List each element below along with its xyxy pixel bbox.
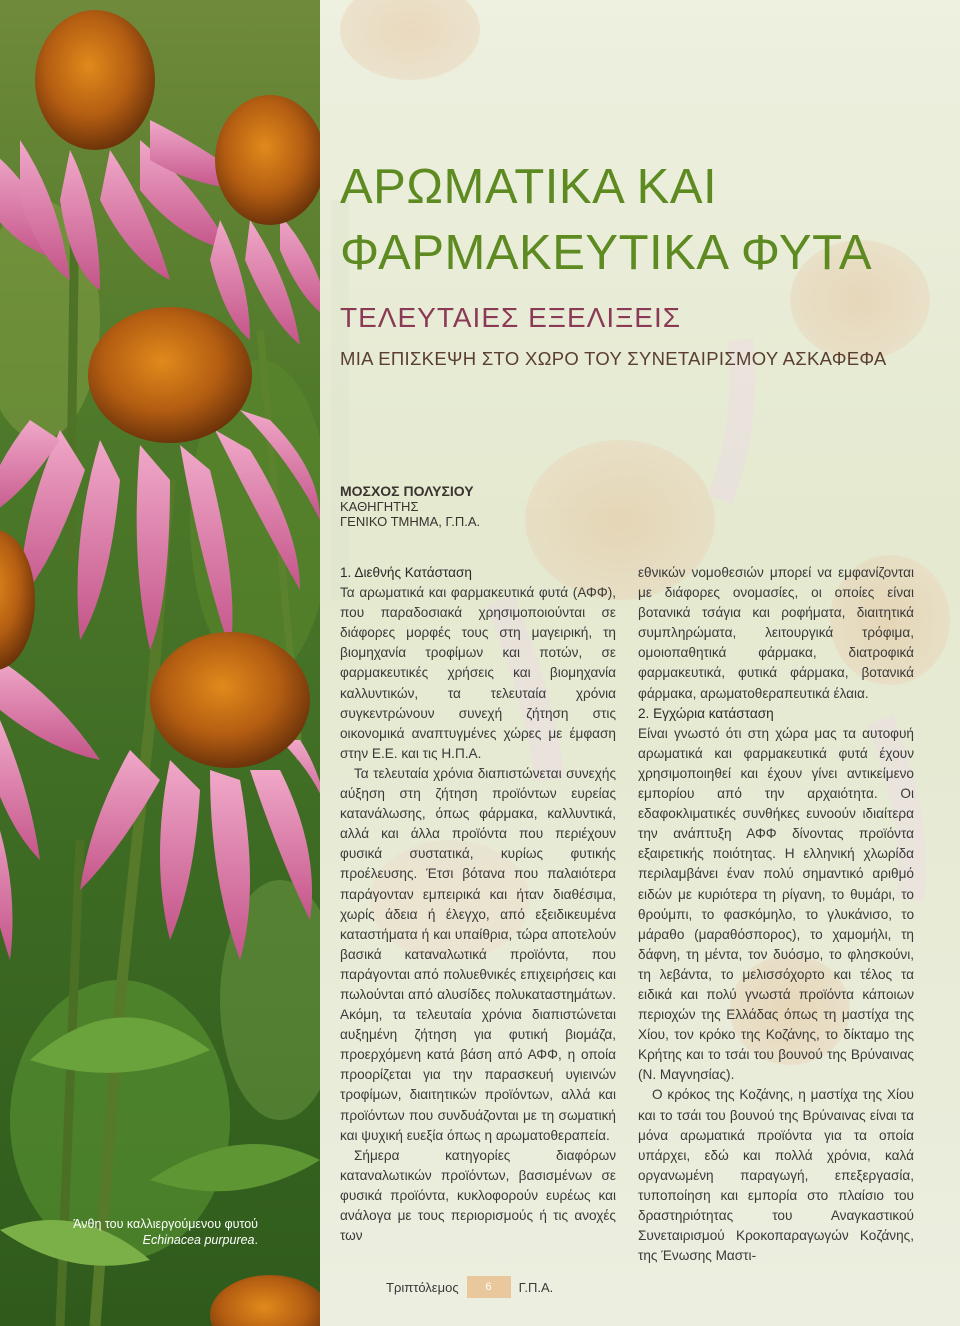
paragraph: Ο κρόκος της Κοζάνης, η μαστίχα της Χίου και το τσάι του βουνού της Βρύναινας είναι τα μόνα αρωματικά προϊόντα για τα οποία υπάρχει, εδώ και πολλά χρόνια, καλά οργανωμένη παραγωγή, επεξεργασία, τυποποίηση και εμπορία στο πλαίσιο του δραστηριότητας του Αναγκαστικού Συνεταιρισμού Κροκοπαραγωγών Κοζάνης, της Ένωσης Μαστι- (638, 1087, 914, 1264)
author-name: ΜΟΣΧΟΣ ΠΟΛΥΣΙΟΥ (340, 483, 474, 499)
publisher-name: Γ.Π.Α. (518, 1279, 554, 1295)
photo-caption (62, 1216, 258, 1248)
paragraph: Τα αρωματικά και φαρμακευτικά φυτά (ΑΦΦ), που παραδοσιακά χρησιμοποιούνται σε διάφορες μορφές τους στη μαγειρική, τη βιομηχανία τροφίμων και ποτών, σε φαρμακευτικές χρήσεις και βιομηχανία καλλυντικών, τα τελευταία χρόνια συγκεντρώνουν συνεχή ζήτηση στις οικονομικά αναπτυγμένες χώρες με έμφαση στην Ε.Ε. και τις Η.Π.Α. (340, 585, 616, 761)
caption-text: Άνθη του καλλιεργούμενου φυτού (73, 1217, 258, 1231)
caption-period: . (254, 1233, 258, 1247)
section-heading-2: 2. Εγχώρια κατάσταση (638, 705, 774, 721)
section-heading-1: 1. Διεθνής Κατάσταση (340, 565, 472, 580)
article-title (340, 154, 940, 286)
page-footer (386, 1276, 553, 1298)
author-block (340, 484, 480, 529)
paragraph: Είναι γνωστό ότι στη χώρα μας τα αυτοφυή αρωματικά και φαρμακευτικά φυτά έχουν χρησιμοποιηθεί και έχουν γίνει αντικείμενο εμπορίου από την αρχαιότητα. Οι εδαφοκλιματικές συνθήκες ευνοούν ιδιαίτερα την ανάπτυξη ΑΦΦ δίνοντας προϊόντα εξαιρετικής ποιότητας. Η ελληνική χλωρίδα περιλαμβάνει έναν πολύ σημαντικό αριθμό ειδών με κυριότερα τη ρίγανη, το θυμάρι, το θρούμπι, το φασκόμηλο, το γλυκάνισο, το μάραθο (μαραθόσπορος), το χαμομήλι, τη δάφνη, τη μέντα, τον δυόσμο, το φλησκούνι, τη λεβάντα, το μελισσόχορτο και τέλος τα ειδικά και πολύ γνωστά προϊόντα κάποιων περιοχών της Ελλάδας όπως τη μαστίχα της Χίου, τον κρόκο της Κοζάνης, το δίκταμο της Κρήτης και το τσάι του βουνού της Βρύναινας (Ν. Μαγνησίας). (638, 725, 914, 1083)
echinacea-photo (0, 0, 320, 1326)
author-role: ΚΑΘΗΓΗΤΗΣ (340, 499, 419, 514)
text-column-right (638, 563, 914, 1266)
paragraph: Τα τελευταία χρόνια διαπιστώνεται συνεχής αύξηση στη ζήτηση προϊόντων ευρείας κατανάλωσης, όπως φάρμακα, καλλυντικά, αλλά και άλλα προϊόντα που περιέχουν φυσικά συστατικά, κυρίως φυτικής προέλευσης. Έτσι βότανα που παλαιότερα παράγονταν εμπειρικά και ήταν διαθέσιμα, χωρίς άδεια ή έλεγχο, από εξειδικευμένα καταστήματα ή και υπαίθρια, τώρα αποτελούν βασικά καταναλωτικά προϊόντα, που παράγονται από πολυεθνικές επιχειρήσεις και πωλούνται από αλυσίδες πολυκαταστημάτων. Ακόμη, τα τελευταία χρόνια διαπιστώνεται αυξημένη ζήτηση για φυτική βιομάζα, προερχόμενη κατά βάση από ΑΦΦ, η οποία προορίζεται για την παρασκευή υγιεινών τροφίμων, διαιτητικών προϊόντων, αλλά και προϊόντων που συνδυάζονται με τη σωματική και ψυχική ευεξία όπως η αρωματοθεραπεία. (340, 765, 616, 1143)
magazine-name: Τριπτόλεμος (386, 1279, 459, 1295)
article-kicker: ΜΙΑ ΕΠΙΣΚΕΨΗ ΣΤΟ ΧΩΡΟ ΤΟΥ ΣΥΝΕΤΑΙΡΙΣΜΟΥ ΑΣΚΑΦΕΦΑ (340, 348, 887, 369)
coneflower-illustration (0, 0, 320, 1326)
paragraph: εθνικών νομοθεσιών μπορεί να εμφανίζονται με διάφορες ονομασίες, οι οποίες είναι βοτανικά τσάγια και ροφήματα, διαιτητικά συμπληρώματα, λειτουργικά τρόφιμα, ομοιοπαθητικά φάρμακα, διατροφικά φαρμακευτικά, φυτικά φάρμακα, βοτανικά φάρμακα, αρωματοθεραπευτικά έλαια. (638, 565, 914, 701)
article-subtitle: ΤΕΛΕΥΤΑΙΕΣ ΕΞΕΛΙΞΕΙΣ (340, 302, 682, 333)
text-column-left (340, 563, 616, 1246)
page-number: 6 (467, 1276, 511, 1298)
title-line-2: ΦΑΡΜΑΚΕΥΤΙΚΑ ΦΥΤΑ (340, 226, 873, 280)
title-line-1: ΑΡΩΜΑΤΙΚΑ ΚΑΙ (340, 160, 718, 214)
author-department: ΓΕΝΙΚΟ ΤΜΗΜΑ, Γ.Π.Α. (340, 514, 481, 529)
caption-species: Echinacea purpurea (142, 1233, 255, 1247)
paragraph: Σήμερα κατηγορίες διαφόρων καταναλωτικών προϊόντων, βασισμένων σε φυσικά προϊόντα, κυκλοφορούν ευρέως και ανάλογα με τους περιορισμούς ή τις ανοχές των (340, 1147, 616, 1244)
